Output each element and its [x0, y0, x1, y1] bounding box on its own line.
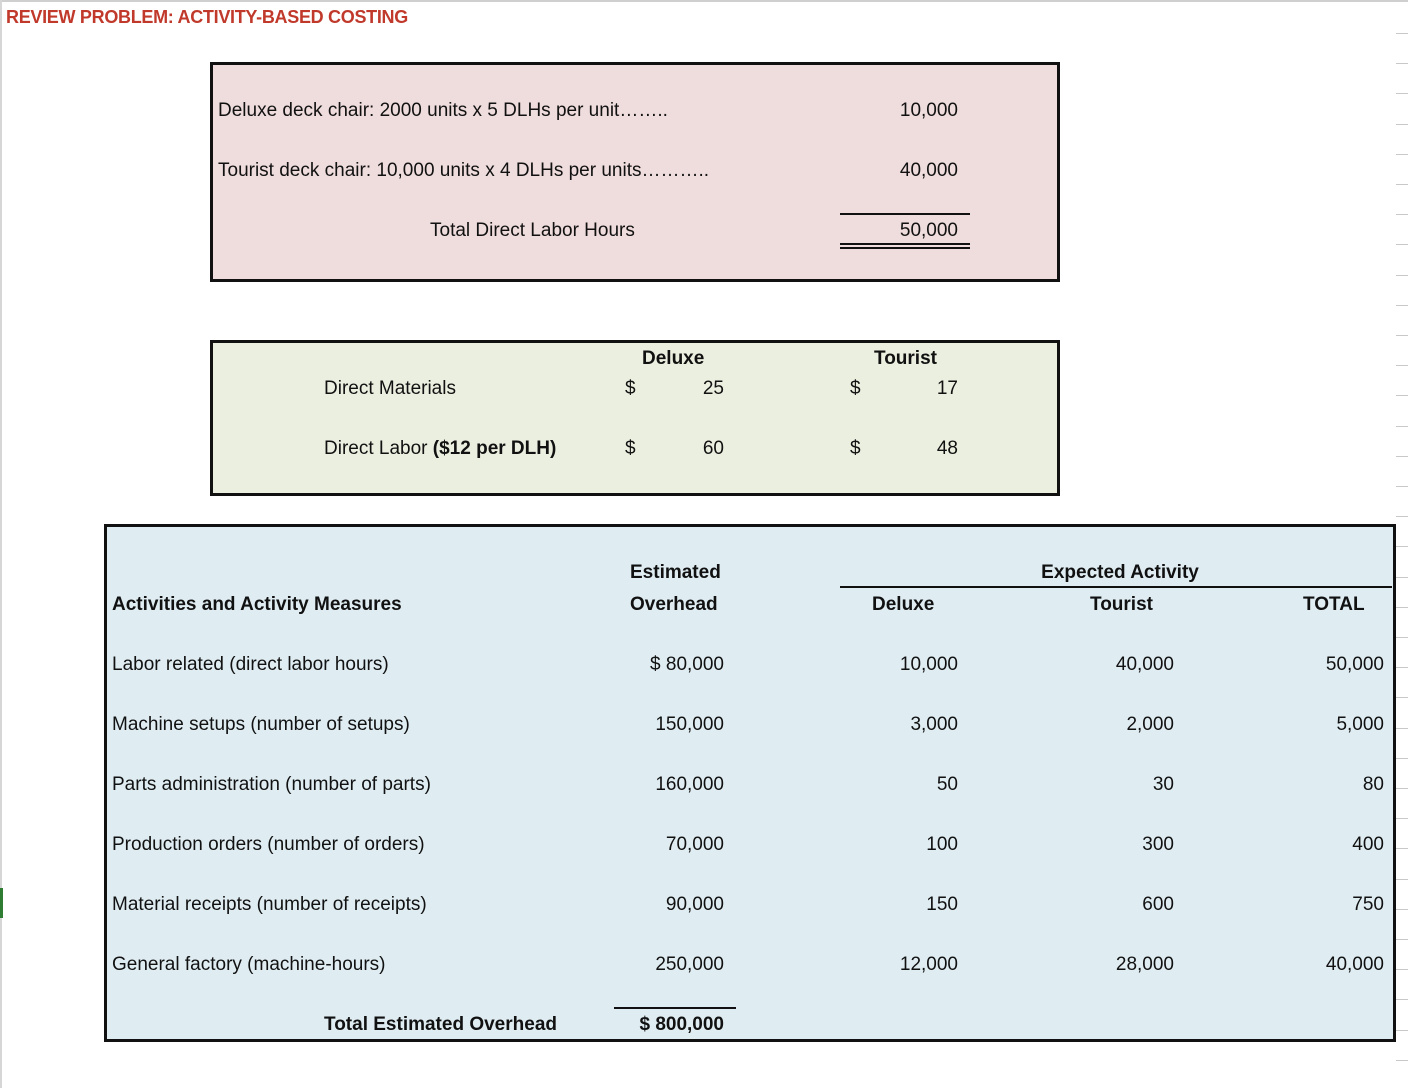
total-overhead-label: Total Estimated Overhead — [324, 1014, 557, 1035]
activity-deluxe: 50 — [936, 774, 958, 795]
activity-overhead: $ 80,000 — [650, 654, 724, 675]
activity-total: 400 — [1352, 834, 1384, 855]
cost-header-tourist: Tourist — [874, 348, 937, 369]
activity-total: 750 — [1352, 894, 1384, 915]
materials-tourist-value: 17 — [936, 378, 958, 399]
labor-tourist-value: 48 — [936, 438, 958, 459]
header-total: TOTAL — [1303, 594, 1365, 615]
labor-deluxe-value: 60 — [702, 438, 724, 459]
activity-deluxe: 12,000 — [899, 954, 958, 975]
header-overhead: Overhead — [630, 594, 718, 615]
activity-label: Parts administration (number of parts) — [112, 774, 431, 795]
activity-total: 5,000 — [1336, 714, 1384, 735]
activity-overhead: 90,000 — [665, 894, 724, 915]
dlh-subtotal-line — [840, 213, 970, 215]
materials-tourist-currency: $ — [850, 378, 861, 399]
activity-deluxe: 100 — [926, 834, 958, 855]
expected-activity-underline — [840, 586, 1392, 588]
row-gridline-marks — [1396, 0, 1408, 1088]
activity-overhead: 160,000 — [655, 774, 724, 795]
labor-deluxe-currency: $ — [625, 438, 636, 459]
materials-deluxe-value: 25 — [702, 378, 724, 399]
activity-tourist: 2,000 — [1126, 714, 1174, 735]
header-expected-activity: Expected Activity — [1041, 562, 1199, 583]
selected-row-marker — [0, 888, 3, 918]
activity-tourist: 600 — [1142, 894, 1174, 915]
header-estimated: Estimated — [630, 562, 721, 583]
activity-tourist: 28,000 — [1115, 954, 1174, 975]
cost-header-deluxe: Deluxe — [642, 348, 705, 369]
sheet-top-border — [0, 0, 1408, 2]
dlh-row-tourist-label: Tourist deck chair: 10,000 units x 4 DLHs per units……….. — [218, 160, 710, 181]
dlh-total-label: Total Direct Labor Hours — [430, 220, 635, 241]
dlh-row-deluxe-label: Deluxe deck chair: 2000 units x 5 DLHs per unit…….. — [218, 100, 668, 121]
activity-label: General factory (machine-hours) — [112, 954, 386, 975]
labor-tourist-currency: $ — [850, 438, 861, 459]
header-deluxe: Deluxe — [872, 594, 935, 615]
sheet-left-border — [0, 0, 2, 1088]
activity-deluxe: 3,000 — [910, 714, 958, 735]
activity-tourist: 300 — [1142, 834, 1174, 855]
header-tourist: Tourist — [1090, 594, 1153, 615]
materials-label: Direct Materials — [324, 378, 456, 399]
activity-label: Material receipts (number of receipts) — [112, 894, 427, 915]
dlh-row-tourist-value: 40,000 — [899, 160, 958, 181]
labor-rate: ($12 per DLH) — [432, 438, 557, 459]
overhead-total-line — [614, 1007, 736, 1009]
activity-label: Production orders (number of orders) — [112, 834, 425, 855]
labor-label-text: Direct Labor — [324, 438, 433, 459]
activity-total: 50,000 — [1325, 654, 1384, 675]
dlh-total-value: 50,000 — [899, 220, 958, 241]
activity-overhead: 250,000 — [655, 954, 724, 975]
header-activities: Activities and Activity Measures — [112, 594, 402, 615]
activity-tourist: 30 — [1152, 774, 1174, 795]
activity-total: 80 — [1362, 774, 1384, 795]
activity-overhead: 150,000 — [655, 714, 724, 735]
dlh-total-double-line-2 — [840, 247, 970, 249]
activity-label: Labor related (direct labor hours) — [112, 654, 389, 675]
activity-deluxe: 150 — [926, 894, 958, 915]
dlh-total-double-line-1 — [840, 243, 970, 245]
activity-overhead: 70,000 — [665, 834, 724, 855]
dlh-row-deluxe-value: 10,000 — [899, 100, 958, 121]
activity-total: 40,000 — [1325, 954, 1384, 975]
labor-label — [324, 438, 556, 460]
materials-deluxe-currency: $ — [625, 378, 636, 399]
activity-label: Machine setups (number of setups) — [112, 714, 410, 735]
page-title: REVIEW PROBLEM: ACTIVITY-BASED COSTING — [6, 7, 408, 27]
total-overhead-value: $ 800,000 — [639, 1014, 724, 1035]
activity-tourist: 40,000 — [1115, 654, 1174, 675]
activity-deluxe: 10,000 — [899, 654, 958, 675]
